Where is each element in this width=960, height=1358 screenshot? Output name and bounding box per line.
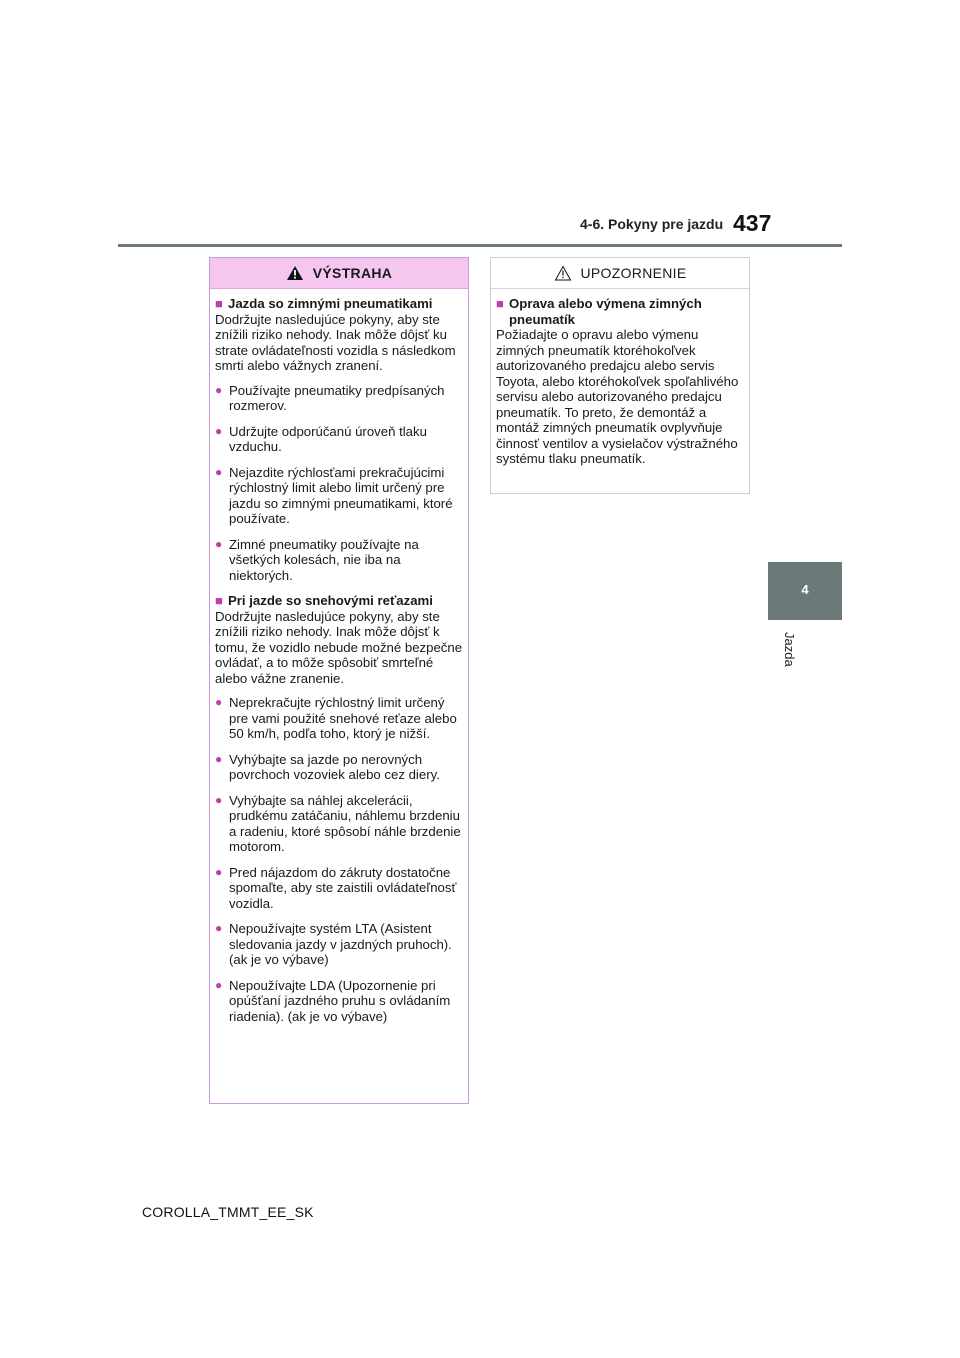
warning-section-title: ■ Pri jazde so snehovými reťazami — [215, 593, 433, 608]
list-item: ● Používajte pneumatiky predpísaných rozmerov. — [215, 382, 445, 413]
list-item: ● Pred nájazdom do zákruty dostatočne spomaľte, aby ste zaistili ovládateľnosť vozidla. — [215, 864, 457, 911]
warning-header — [210, 258, 468, 289]
page-number: 437 — [733, 210, 772, 236]
section-title: 4-6. Pokyny pre jazdu — [580, 216, 724, 232]
circle-bullet-icon: ● — [215, 695, 223, 709]
list-item: ● Vyhýbajte sa jazde po nerovných povrchoch vozoviek alebo cez diery. — [215, 751, 440, 782]
notice-box — [490, 257, 750, 494]
list-item: ● Nepoužívajte systém LTA (Asistent sledovania jazdy v jazdných pruhoch). (ak je vo výbave) — [215, 921, 452, 967]
circle-bullet-icon: ● — [215, 536, 223, 551]
warning-title: VÝSTRAHA — [312, 265, 393, 281]
chapter-label: Jazda — [782, 632, 797, 667]
square-bullet-icon: ■ — [215, 296, 223, 311]
circle-bullet-icon: ● — [215, 464, 223, 479]
warning-section-text: Dodržujte nasledujúce pokyny, aby ste znížili riziko nehody. Inak môže dôjsť k tomu, že vozidlo nebude možné bezpečne ovládať, a to môže spôsobiť smrteľné alebo vážne zranenie. — [215, 608, 463, 686]
list-item: ● Nepoužívajte LDA (Upozornenie pri opúšťaní jazdného pruhu s ovládaním riadenia). (ak je vo výbave) — [215, 977, 451, 1024]
list-item: ● Zimné pneumatiky používajte na všetkých kolesách, nie iba na niektorých. — [215, 536, 419, 583]
chapter-tab[interactable] — [768, 562, 842, 620]
circle-bullet-icon: ● — [215, 382, 223, 397]
square-bullet-icon: ■ — [215, 593, 223, 608]
notice-section-text: Požiadajte o opravu alebo výmenu zimných pneumatík ktoréhokoľvek autorizovaného predajcu alebo servis Toyota, alebo ktoréhokoľvek spoľahlivého servisu alebo autorizovaného predajcu pneumatík. To preto, že demontáž a montáž zimných pneumatík ovplyvňuje činnosť ventilov a vysielačov výstražného systému tlaku pneumatík. — [496, 327, 739, 466]
header-divider — [118, 244, 842, 247]
circle-bullet-icon: ● — [215, 977, 223, 992]
circle-bullet-icon: ● — [215, 864, 223, 879]
circle-bullet-icon: ● — [215, 751, 223, 766]
warning-section-title: ■ Jazda so zimnými pneumatikami — [215, 296, 433, 311]
warning-triangle-icon — [286, 265, 304, 281]
document-code: COROLLA_TMMT_EE_SK — [142, 1204, 314, 1220]
caution-triangle-icon — [554, 265, 572, 281]
warning-box — [209, 257, 469, 1104]
circle-bullet-icon: ● — [215, 921, 223, 935]
chapter-number: 4 — [801, 582, 809, 597]
list-item: ● Vyhýbajte sa náhlej akcelerácii, prudkému zatáčaniu, náhlemu brzdeniu a radeniu, ktoré spôsobí náhle brzdenie motorom. — [215, 792, 461, 854]
list-item: ● Udržujte odporúčanú úroveň tlaku vzduchu. — [215, 423, 427, 454]
warning-section-text: Dodržujte nasledujúce pokyny, aby ste znížili riziko nehody. Inak môže dôjsť ku strate ovládateľnosti vozidla s následkom smrti alebo vážnych zranení. — [215, 311, 456, 373]
circle-bullet-icon: ● — [215, 792, 223, 807]
notice-header — [491, 258, 749, 289]
notice-title: UPOZORNENIE — [580, 265, 687, 281]
list-item: ● Nejazdite rýchlosťami prekračujúcimi rýchlostný limit alebo limit určený pre jazdu so zimnými pneumatikami, ktoré používate. — [215, 464, 453, 526]
list-item: ● Neprekračujte rýchlostný limit určený pre vami použité snehové reťaze alebo 50 km/h, podľa toho, ktorý je nižší. — [215, 695, 457, 741]
square-bullet-icon: ■ — [496, 296, 504, 311]
notice-section-title: ■ Oprava alebo výmena zimných pneumatík — [496, 296, 702, 327]
circle-bullet-icon: ● — [215, 423, 223, 438]
